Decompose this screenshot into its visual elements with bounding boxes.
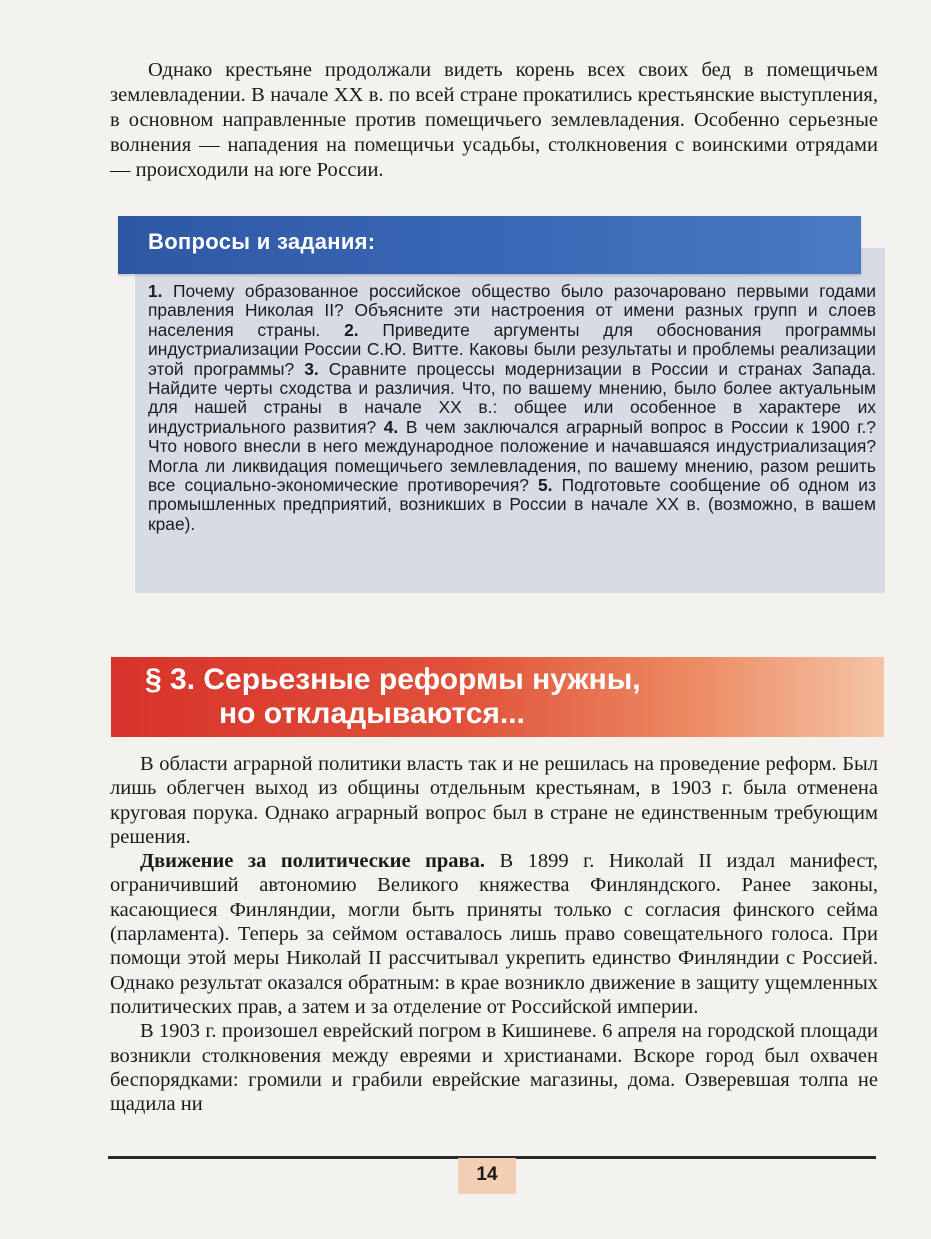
question-number: 5. <box>538 475 553 496</box>
section-number: § 3. <box>145 663 196 696</box>
question-text: Почему образованное российское общество было разочаровано первыми годами правления Николая II? Объясните эти настроения от имени разных групп и слоев населения страны. <box>148 281 876 340</box>
questions-header-title: Вопросы и задания: <box>148 229 376 254</box>
question-text: Сравните процессы модернизации в России и странах Запада. Найдите черты сходства и различия. Что, по вашему мнению, было более актуальным для нашей страны в начале XX в.: общее или особенное в характере их индустриального развития? <box>148 358 876 437</box>
page-number: 14 <box>476 1164 498 1185</box>
question-text: Приведите аргументы для обоснования программы индустриализации России С.Ю. Витте. Каковы были результаты и проблемы реализации этой программы? <box>148 319 876 379</box>
question-text: В чем заключался аграрный вопрос в России к 1900 г.? Что нового внесли в него международное положение и начавшаяся индустриализация? Могла ли ликвидация помещичьего землевладения, по вашему мнению, разом решить все социально-экономические противоречия? <box>148 416 876 496</box>
section-banner <box>111 657 884 737</box>
body-paragraph-3: В 1903 г. произошел еврейский погром в Кишиневе. 6 апреля на городской площади возникли столкновения между евреями и христианами. Вскоре город был охвачен беспорядками: громили и грабили еврейские магазины, дома. Озверевшая толпа не щадила ни <box>110 1020 878 1116</box>
intro-paragraph: Однако крестьяне продолжали видеть корень всех своих бед в помещичьем землевладении. В начале XX в. по всей стране прокатились крестьянские выступления, в основном направленные против помещичьего землевладения. Особенно серьезные волнения — нападения на помещичьи усадьбы, столкновения с воинскими отрядами — происходили на юге России. <box>110 59 878 181</box>
paragraph-heading: Движение за политические права. <box>140 850 485 873</box>
question-text: Подготовьте сообщение об одном из промышленных предприятий, возникших в России в начале XX в. (возможно, в вашем крае). <box>148 475 876 534</box>
page-number-box <box>458 1158 516 1194</box>
section-title-part1: Серьезные реформы нужны, <box>203 663 641 696</box>
body-paragraph-2 <box>110 849 878 1019</box>
section-body <box>110 752 878 1116</box>
section-title-line2: но откладываются... <box>219 697 525 730</box>
question-number: 4. <box>383 416 399 437</box>
question-number: 2. <box>344 319 359 340</box>
question-number: 3. <box>304 358 319 379</box>
questions-list <box>148 282 876 534</box>
paragraph-text: В 1899 г. Николай II издал манифест, ограничивший автономию Великого княжества Финляндского. Ранее законы, касающиеся Финляндии, могли быть приняты только с согласия финского сейма (парламента). Теперь за сеймом оставалось лишь право совещательного голоса. При помощи этой меры Николай II рассчитывал укрепить единство Финляндии с Россией. Однако результат оказался обратным: в крае возникло движение в защиту ущемленных политических прав, а затем и за отделение от Российской империи. <box>110 850 879 1018</box>
questions-header <box>118 216 861 274</box>
question-number: 1. <box>148 281 163 301</box>
section-title-line1 <box>145 663 641 697</box>
body-paragraph-1: В области аграрной политики власть так и не решилась на проведение реформ. Был лишь облегчен выход из общины отдельным крестьянам, в 1903 г. была отменена круговая порука. Однако аграрный вопрос был в стране не единственным требующим решения. <box>110 753 878 848</box>
